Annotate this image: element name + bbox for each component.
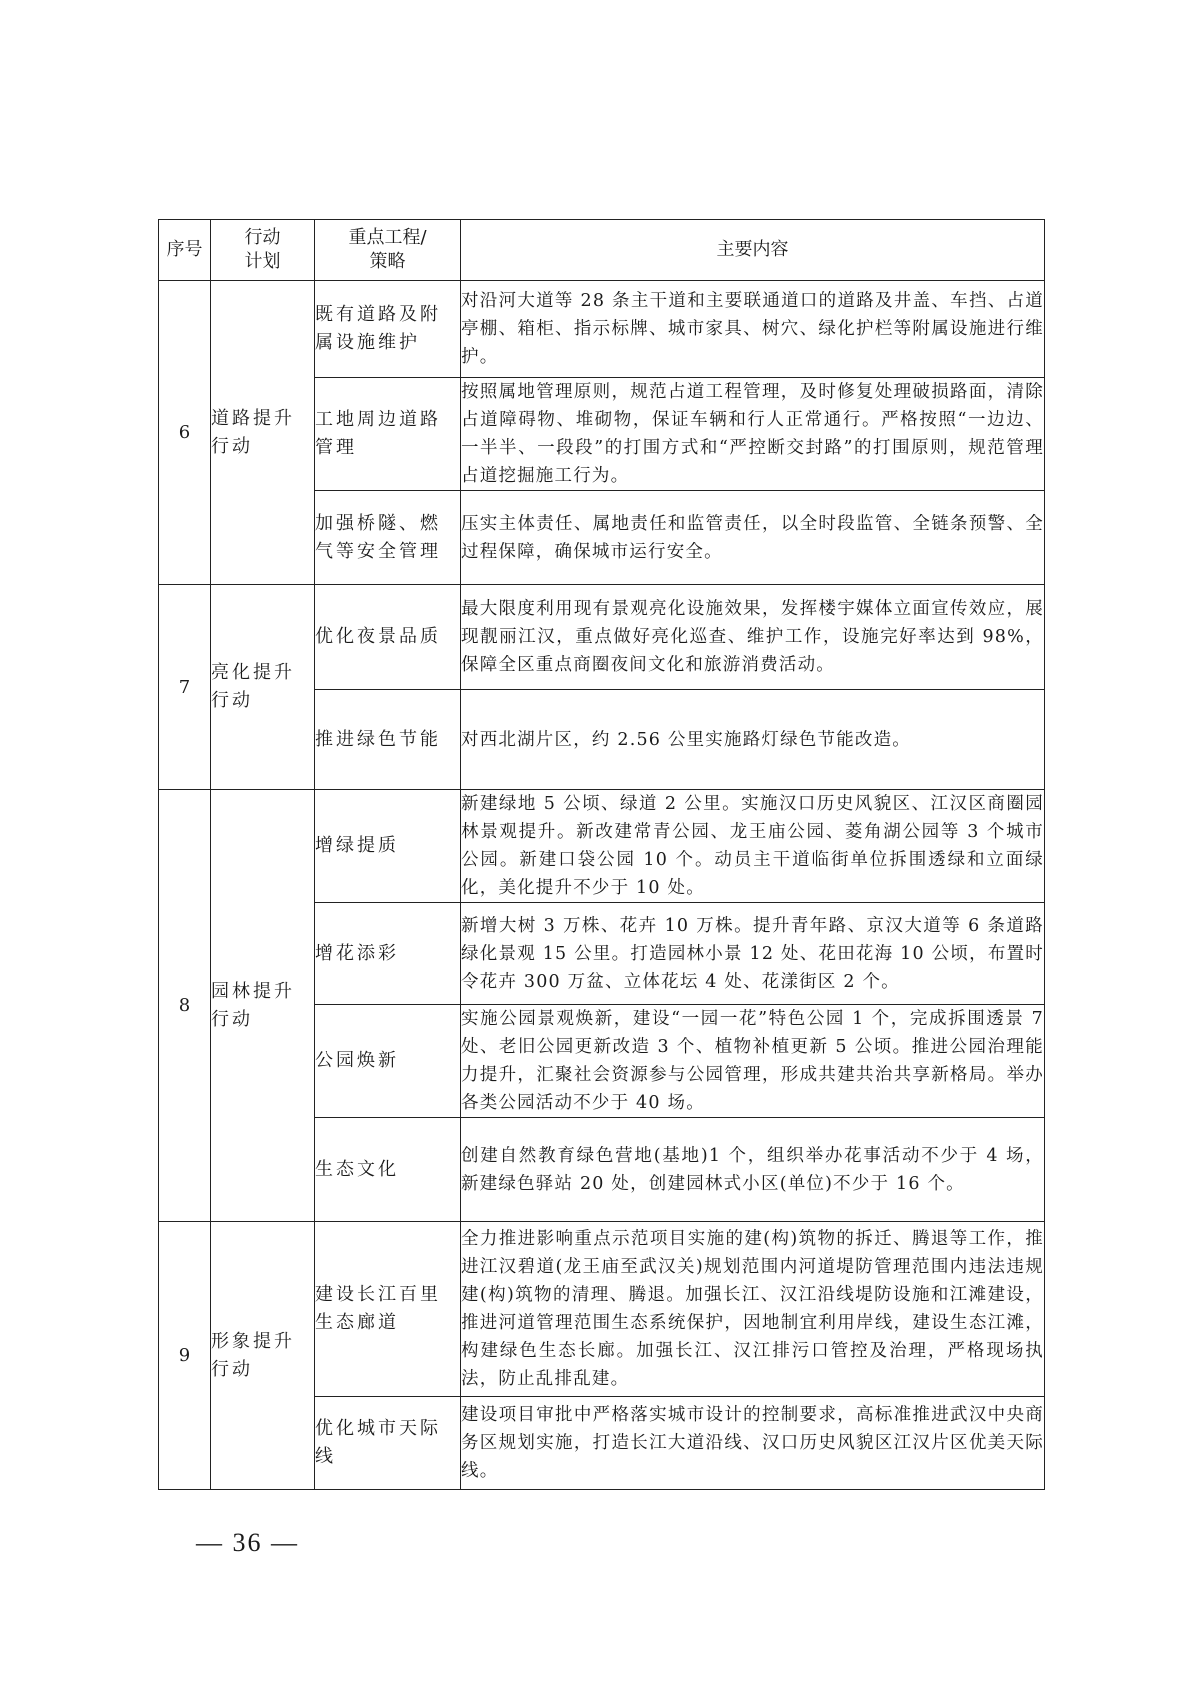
project-content: 按照属地管理原则，规范占道工程管理，及时修复处理破损路面，清除占道障碍物、堆砌物，保证车辆和行人正常通行。严格按照“一边边、一半半、一段段”的打围方式和“严控断交封路”的打围原则，规范管理占道挖掘施工行为。 xyxy=(461,378,1045,491)
project-name: 增花添彩 xyxy=(315,903,461,1005)
table-row xyxy=(159,1222,1045,1397)
header-project xyxy=(315,220,461,281)
header-plan xyxy=(211,220,315,281)
project-name: 公园焕新 xyxy=(315,1005,461,1118)
header-no xyxy=(159,220,211,281)
table-row xyxy=(159,585,1045,690)
header-content-text: 主要内容 xyxy=(716,239,789,260)
table-row xyxy=(159,281,1045,378)
project-content: 对西北湖片区，约 2.56 公里实施路灯绿色节能改造。 xyxy=(461,690,1045,790)
header-project-text: 重点工程/ 策略 xyxy=(348,227,427,272)
header-content xyxy=(461,220,1045,281)
project-content: 新建绿地 5 公顷、绿道 2 公里。实施汉口历史风貌区、江汉区商圈园林景观提升。新改建常青公园、龙王庙公园、菱角湖公园等 3 个城市公园。新建口袋公园 10 个。动员主干道临街单位拆围透绿和立面绿化，美化提升不少于 10 处。 xyxy=(461,790,1045,903)
project-content: 新增大树 3 万株、花卉 10 万株。提升青年路、京汉大道等 6 条道路绿化景观 15 公里。打造园林小景 12 处、花田花海 10 公顷，布置时令花卉 300 万盆、立体花坛 4 处、花漾街区 2 个。 xyxy=(461,903,1045,1005)
action-plan-name: 道路提升行动 xyxy=(211,281,315,585)
header-no-text: 序号 xyxy=(166,239,203,260)
project-name: 加强桥隧、燃气等安全管理 xyxy=(315,491,461,585)
action-plan-table xyxy=(158,219,1045,1490)
action-plan-name: 亮化提升行动 xyxy=(211,585,315,790)
project-name: 生态文化 xyxy=(315,1118,461,1222)
table-header-row xyxy=(159,220,1045,281)
header-plan-text: 行动 计划 xyxy=(244,227,281,272)
project-name: 增绿提质 xyxy=(315,790,461,903)
project-content: 对沿河大道等 28 条主干道和主要联通道口的道路及井盖、车挡、占道亭棚、箱柜、指示标牌、城市家具、树穴、绿化护栏等附属设施进行维护。 xyxy=(461,281,1045,378)
table-row xyxy=(159,790,1045,903)
project-content: 全力推进影响重点示范项目实施的建(构)筑物的拆迁、腾退等工作，推进江汉碧道(龙王庙至武汉关)规划范围内河道堤防管理范围内违法违规建(构)筑物的清理、腾退。加强长江、汉江沿线堤防设施和江滩建设，推进河道管理范围生态系统保护，因地制宜利用岸线，建设生态江滩，构建绿色生态长廊。加强长江、汉江排污口管控及治理，严格现场执法，防止乱排乱建。 xyxy=(461,1222,1045,1397)
project-name: 建设长江百里生态廊道 xyxy=(315,1222,461,1397)
project-content: 创建自然教育绿色营地(基地)1 个，组织举办花事活动不少于 4 场，新建绿色驿站 20 处，创建园林式小区(单位)不少于 16 个。 xyxy=(461,1118,1045,1222)
page-number: — 36 — xyxy=(196,1528,299,1557)
project-name: 工地周边道路管理 xyxy=(315,378,461,491)
project-content: 最大限度利用现有景观亮化设施效果，发挥楼宇媒体立面宣传效应，展现靓丽江汉，重点做好亮化巡查、维护工作，设施完好率达到 98%，保障全区重点商圈夜间文化和旅游消费活动。 xyxy=(461,585,1045,690)
project-content: 压实主体责任、属地责任和监管责任，以全时段监管、全链条预警、全过程保障，确保城市运行安全。 xyxy=(461,491,1045,585)
group-number: 7 xyxy=(159,585,211,790)
project-name: 既有道路及附属设施维护 xyxy=(315,281,461,378)
group-number: 6 xyxy=(159,281,211,585)
action-plan-name: 形象提升行动 xyxy=(211,1222,315,1490)
group-number: 8 xyxy=(159,790,211,1222)
project-name: 优化夜景品质 xyxy=(315,585,461,690)
group-number: 9 xyxy=(159,1222,211,1490)
project-content: 实施公园景观焕新，建设“一园一花”特色公园 1 个，完成拆围透景 7 处、老旧公园更新改造 3 个、植物补植更新 5 公顷。推进公园治理能力提升，汇聚社会资源参与公园管理，形成共建共治共享新格局。举办各类公园活动不少于 40 场。 xyxy=(461,1005,1045,1118)
project-name: 优化城市天际线 xyxy=(315,1397,461,1490)
project-content: 建设项目审批中严格落实城市设计的控制要求，高标准推进武汉中央商务区规划实施，打造长江大道沿线、汉口历史风貌区江汉片区优美天际线。 xyxy=(461,1397,1045,1490)
action-plan-name: 园林提升行动 xyxy=(211,790,315,1222)
project-name: 推进绿色节能 xyxy=(315,690,461,790)
